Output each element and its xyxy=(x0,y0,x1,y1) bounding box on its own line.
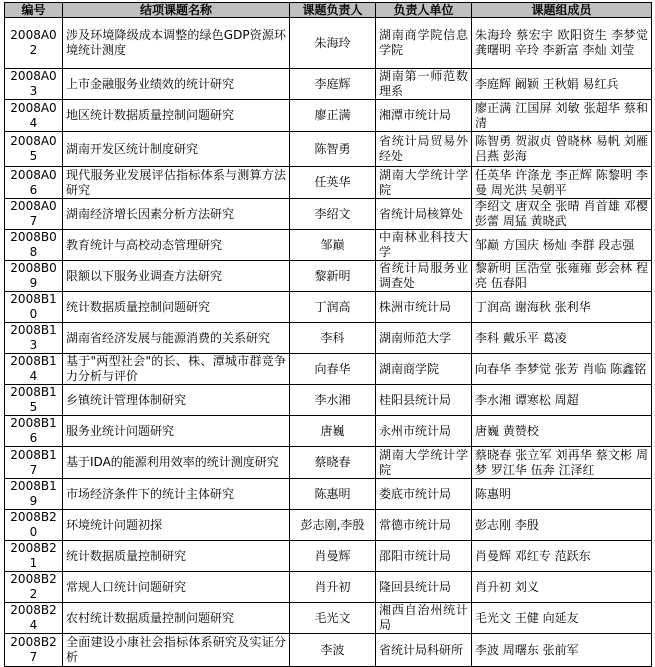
header-members: 课题组成员 xyxy=(472,3,652,18)
cell-members: 廖正满 江国屏 刘敏 张超华 蔡和清 xyxy=(472,100,652,132)
cell-code: 2008B24 xyxy=(5,603,63,634)
cell-unit: 永州市统计局 xyxy=(376,416,472,447)
table-row xyxy=(5,292,652,323)
table-row xyxy=(5,230,652,261)
cell-unit: 湖南师范大学 xyxy=(376,323,472,354)
cell-leader: 肖曼辉 xyxy=(290,541,376,572)
cell-unit: 省统计局核算处 xyxy=(376,199,472,230)
cell-members: 邹巅 方国庆 杨灿 李群 段志强 xyxy=(472,230,652,261)
cell-members: 陈智勇 贺淑贞 曾晓林 易帆 刘雁 吕燕 彭海 xyxy=(472,132,652,167)
cell-title: 全面建设小康社会指标体系研究及实证分析 xyxy=(63,634,290,667)
header-title: 结项课题名称 xyxy=(63,3,290,18)
cell-title: 湖南省经济发展与能源消费的关系研究 xyxy=(63,323,290,354)
table-row xyxy=(5,100,652,132)
cell-code: 2008B16 xyxy=(5,416,63,447)
cell-unit: 湘西自治州统计局 xyxy=(376,603,472,634)
table-row xyxy=(5,354,652,385)
cell-code: 2008A03 xyxy=(5,69,63,100)
cell-code: 2008B10 xyxy=(5,292,63,323)
header-leader: 课题负责人 xyxy=(290,3,376,18)
cell-leader: 彭志刚,李殷 xyxy=(290,510,376,541)
cell-title: 环境统计问题初探 xyxy=(63,510,290,541)
cell-title: 基于"两型社会"的长、株、潭城市群竞争力分析与评价 xyxy=(63,354,290,385)
cell-title: 农村统计数据质量控制问题研究 xyxy=(63,603,290,634)
projects-table xyxy=(4,2,652,667)
cell-members: 李科 戴乐平 葛凌 xyxy=(472,323,652,354)
header-unit: 负责人单位 xyxy=(376,3,472,18)
cell-code: 2008B17 xyxy=(5,447,63,479)
cell-unit: 湖南大学统计学院 xyxy=(376,447,472,479)
cell-members: 任英华 许涤龙 李正辉 陈黎明 李曼 周光洪 吴朝平 xyxy=(472,167,652,199)
cell-unit: 省统计局科研所 xyxy=(376,634,472,667)
cell-leader: 陈惠明 xyxy=(290,479,376,510)
cell-unit: 娄底市统计局 xyxy=(376,479,472,510)
table-row xyxy=(5,447,652,479)
cell-leader: 李波 xyxy=(290,634,376,667)
cell-members: 蔡晓春 张立军 刘再华 蔡文彬 周梦 罗江华 伍奔 江泽红 xyxy=(472,447,652,479)
table-row xyxy=(5,510,652,541)
table-row xyxy=(5,167,652,199)
cell-leader: 陈智勇 xyxy=(290,132,376,167)
table-row xyxy=(5,603,652,634)
cell-members: 李波 周曙东 张前军 xyxy=(472,634,652,667)
cell-members: 肖曼辉 邓红专 范跃东 xyxy=(472,541,652,572)
cell-members: 朱海玲 蔡宏宇 欧阳资生 李梦觉 龚曙明 辛玲 李新富 李灿 刘莹 xyxy=(472,18,652,69)
table-header xyxy=(5,3,652,18)
cell-leader: 肖升初 xyxy=(290,572,376,603)
cell-unit: 湘潭市统计局 xyxy=(376,100,472,132)
cell-title: 湖南经济增长因素分析方法研究 xyxy=(63,199,290,230)
cell-unit: 湖南商学院 xyxy=(376,354,472,385)
cell-title: 教育统计与高校动态管理研究 xyxy=(63,230,290,261)
cell-members: 李水湘 谭寒松 周超 xyxy=(472,385,652,416)
cell-title: 统计数据质量控制问题研究 xyxy=(63,292,290,323)
cell-members: 肖升初 刘义 xyxy=(472,572,652,603)
cell-leader: 任英华 xyxy=(290,167,376,199)
cell-title: 地区统计数据质量控制问题研究 xyxy=(63,100,290,132)
cell-unit: 湖南商学院信息学院 xyxy=(376,18,472,69)
cell-title: 统计数据质量控制研究 xyxy=(63,541,290,572)
table-row xyxy=(5,69,652,100)
cell-code: 2008B09 xyxy=(5,261,63,292)
cell-members: 李庭辉 阚颖 王秋娟 易红兵 xyxy=(472,69,652,100)
cell-leader: 黎新明 xyxy=(290,261,376,292)
cell-title: 基于IDA的能源利用效率的统计测度研究 xyxy=(63,447,290,479)
cell-members: 彭志刚 李殷 xyxy=(472,510,652,541)
cell-unit: 桂阳县统计局 xyxy=(376,385,472,416)
cell-unit: 株洲市统计局 xyxy=(376,292,472,323)
cell-leader: 李庭辉 xyxy=(290,69,376,100)
cell-code: 2008B08 xyxy=(5,230,63,261)
cell-title: 现代服务业发展评估指标体系与测算方法研究 xyxy=(63,167,290,199)
cell-title: 湖南开发区统计制度研究 xyxy=(63,132,290,167)
cell-members: 陈惠明 xyxy=(472,479,652,510)
table-row xyxy=(5,323,652,354)
cell-unit: 省统计局贸易外经处 xyxy=(376,132,472,167)
cell-code: 2008B22 xyxy=(5,572,63,603)
table-row xyxy=(5,199,652,230)
cell-leader: 邹巅 xyxy=(290,230,376,261)
cell-code: 2008B20 xyxy=(5,510,63,541)
cell-members: 唐巍 黄赞校 xyxy=(472,416,652,447)
cell-code: 2008B27 xyxy=(5,634,63,667)
cell-unit: 湖南第一师范数理系 xyxy=(376,69,472,100)
cell-code: 2008A05 xyxy=(5,132,63,167)
table-row xyxy=(5,479,652,510)
cell-code: 2008A06 xyxy=(5,167,63,199)
table-body xyxy=(5,18,652,667)
header-code: 编号 xyxy=(5,3,63,18)
cell-members: 李绍文 唐双全 张晴 肖首雄 邓樱 彭蕾 周猛 黄晓武 xyxy=(472,199,652,230)
cell-code: 2008B19 xyxy=(5,479,63,510)
cell-leader: 朱海玲 xyxy=(290,18,376,69)
cell-leader: 蔡晓春 xyxy=(290,447,376,479)
cell-leader: 廖正满 xyxy=(290,100,376,132)
table-row xyxy=(5,385,652,416)
cell-leader: 李科 xyxy=(290,323,376,354)
cell-unit: 湖南大学统计学院 xyxy=(376,167,472,199)
header-row xyxy=(5,3,652,18)
cell-members: 向春华 李梦觉 张芳 肖临 陈鑫铭 xyxy=(472,354,652,385)
cell-leader: 李绍文 xyxy=(290,199,376,230)
cell-code: 2008B15 xyxy=(5,385,63,416)
table-row xyxy=(5,261,652,292)
table-row xyxy=(5,541,652,572)
cell-members: 丁润高 谢海秋 张利华 xyxy=(472,292,652,323)
cell-title: 乡镇统计管理体制研究 xyxy=(63,385,290,416)
cell-code: 2008B13 xyxy=(5,323,63,354)
cell-title: 涉及环境降级成本调整的绿色GDP资源环境统计测度 xyxy=(63,18,290,69)
cell-unit: 省统计局服务业调查处 xyxy=(376,261,472,292)
table-row xyxy=(5,572,652,603)
cell-code: 2008B21 xyxy=(5,541,63,572)
cell-code: 2008A02 xyxy=(5,18,63,69)
cell-unit: 中南林业科技大学 xyxy=(376,230,472,261)
cell-title: 限额以下服务业调查方法研究 xyxy=(63,261,290,292)
table-row xyxy=(5,634,652,667)
cell-code: 2008A07 xyxy=(5,199,63,230)
cell-title: 上市金融服务业绩效的统计研究 xyxy=(63,69,290,100)
cell-members: 毛光文 王健 向延友 xyxy=(472,603,652,634)
cell-leader: 向春华 xyxy=(290,354,376,385)
table-row xyxy=(5,416,652,447)
cell-leader: 唐巍 xyxy=(290,416,376,447)
table-row xyxy=(5,132,652,167)
cell-leader: 毛光文 xyxy=(290,603,376,634)
cell-unit: 常德市统计局 xyxy=(376,510,472,541)
cell-title: 市场经济条件下的统计主体研究 xyxy=(63,479,290,510)
table-row xyxy=(5,18,652,69)
cell-code: 2008B14 xyxy=(5,354,63,385)
cell-title: 常规人口统计问题研究 xyxy=(63,572,290,603)
cell-leader: 李水湘 xyxy=(290,385,376,416)
cell-members: 黎新明 匡浩堂 张雍雍 彭会林 程亮 伍春阳 xyxy=(472,261,652,292)
cell-title: 服务业统计问题研究 xyxy=(63,416,290,447)
cell-unit: 隆回县统计局 xyxy=(376,572,472,603)
cell-code: 2008A04 xyxy=(5,100,63,132)
cell-unit: 邵阳市统计局 xyxy=(376,541,472,572)
cell-leader: 丁润高 xyxy=(290,292,376,323)
